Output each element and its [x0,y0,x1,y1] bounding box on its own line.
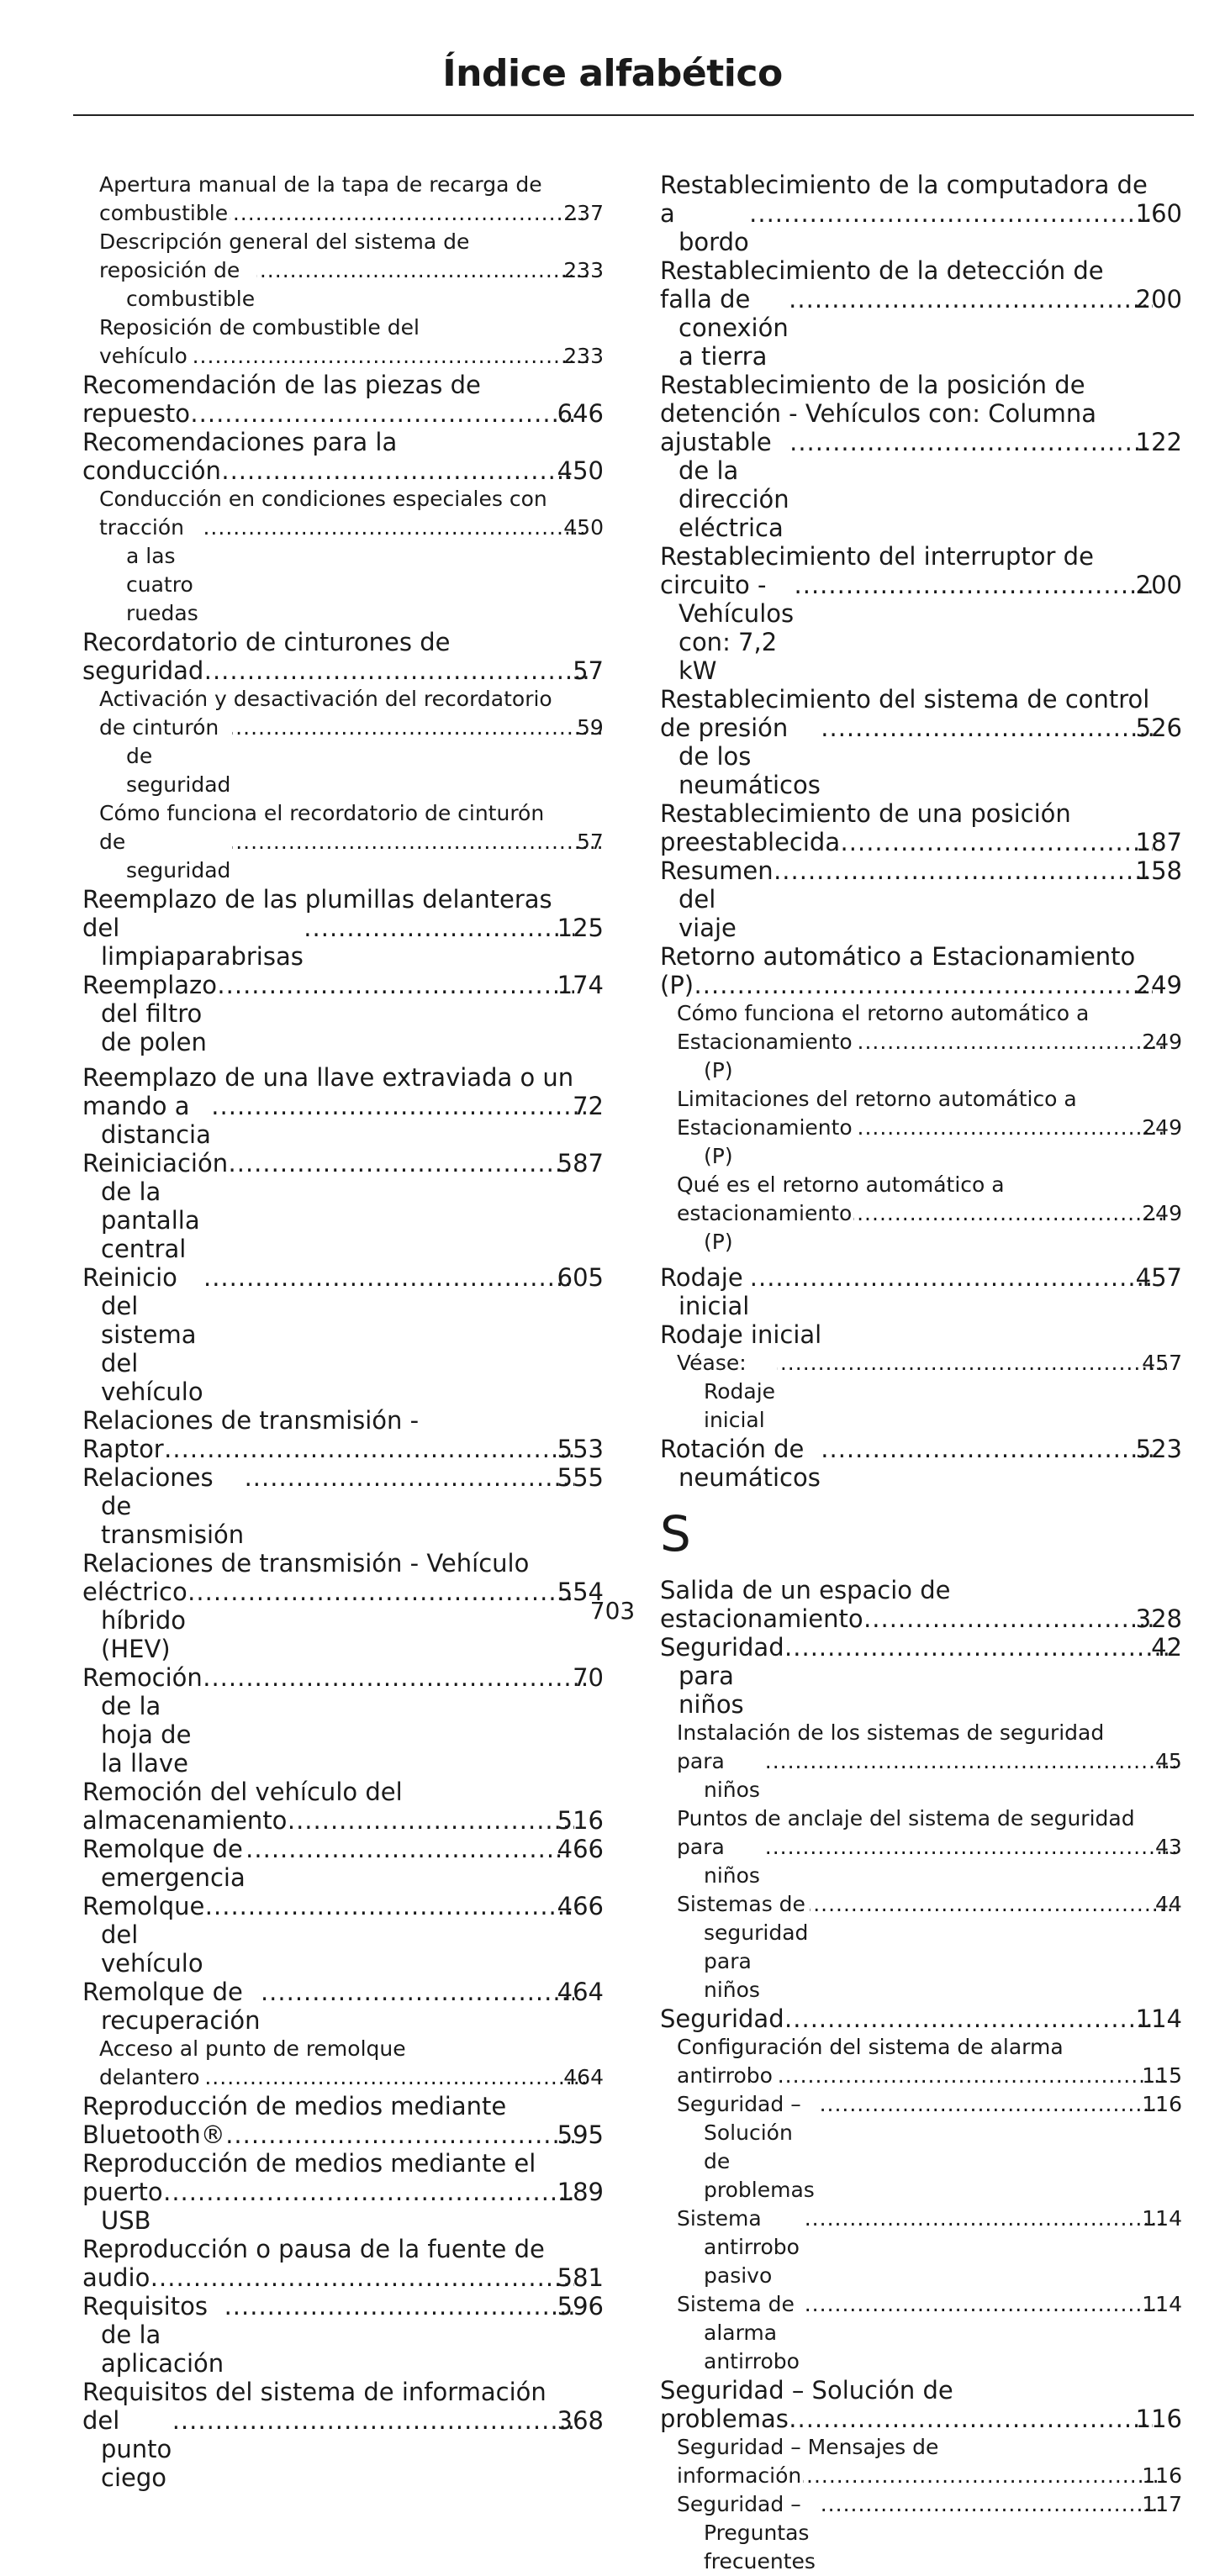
page-ref: 115 [1142,2063,1182,2088]
entry-text: Resumen del viaje [660,856,774,942]
dot-leader [762,1747,1180,1776]
index-entry [660,1633,1182,1719]
entry-text: Seguridad [660,2004,784,2033]
dot-leader [262,1978,574,2006]
title-divider [73,114,1194,116]
index-subentry: Sistemas de seguridad para niños ..... 44 [660,1890,1182,2004]
entry-text: Relaciones de transmisión - Vehículo [82,1549,530,1578]
entry-text: Seguridad para niños [660,1633,784,1719]
page-ref: 581 [557,2263,604,2292]
entry-text: Remolque de emergencia [82,1835,246,1892]
page-ref: 116 [1135,2405,1182,2433]
page-ref: 605 [557,1263,604,1292]
index-subentry [660,2490,1182,2576]
page-ref: 114 [1142,2206,1182,2231]
index-entry [82,2092,604,2149]
index-entry [660,799,1182,856]
index-entry [660,171,1182,256]
dot-leader [256,256,589,285]
entry-text: delantero [99,2065,200,2089]
page-ref: 464 [563,2065,604,2089]
page-ref: 116 [1142,2092,1182,2116]
dot-leader [777,1349,1167,1378]
dot-leader [822,1435,1153,1463]
entry-text: Requisitos del sistema de información [82,2378,546,2406]
entry-text: Qué es el retorno automático a [677,1172,1005,1197]
index-entry [82,428,604,485]
entry-text: Restablecimiento del interruptor de [660,542,1094,571]
entry-text: Raptor [82,1435,164,1463]
index-subentry [660,2033,1182,2090]
dot-leader [232,714,602,742]
page-ref: 516 [557,1806,604,1835]
index-subentry [660,2090,1182,2205]
index-entry [82,1463,604,1549]
entry-text: Puntos de anclaje del sistema de seguridad [677,1806,1135,1831]
dot-leader [173,2406,573,2435]
spacer [660,1256,1182,1263]
dot-leader [205,656,589,685]
entry-text: audio [82,2263,150,2292]
dot-leader [189,342,589,371]
page-title: Índice alfabético [442,52,783,95]
index-entry [82,628,604,685]
dot-leader [695,971,1153,999]
index-subentry [660,1085,1182,1171]
page-ref: 72 [573,1092,604,1120]
entry-text: Véase: Rodaje inicial [677,1351,776,1432]
index-subentry [660,1171,1182,1256]
entry-text: para niños [677,1749,760,1802]
page-ref: 116 [1142,2463,1182,2488]
entry-text: detención - Vehículos con: Columna [660,399,1097,428]
dot-leader [227,2120,574,2149]
page-ref: 457 [1135,1263,1182,1292]
page-ref: 249 [1142,1030,1182,1054]
page-ref: 42 [1151,1633,1182,1662]
dot-leader [288,1806,573,1835]
page-ref: 553 [557,1435,604,1463]
entry-text: repuesto [82,399,190,428]
page-ref: 70 [573,1663,604,1692]
page-ref: 368 [557,2406,604,2435]
page-ref: 189 [557,2178,604,2206]
index-subentry [82,485,604,628]
page-ref: 328 [1135,1604,1182,1633]
index-entry [660,685,1182,799]
page-ref: 233 [563,258,604,282]
entry-text: estacionamiento [660,1604,863,1633]
entry-text: Limitaciones del retorno automático a [677,1087,1077,1111]
entry-text: Restablecimiento del sistema de control [660,685,1150,714]
page-ref: 596 [557,2292,604,2321]
entry-text: Rodaje inicial [660,1263,750,1320]
page-ref: 523 [1135,1435,1182,1463]
dot-leader [854,1028,1168,1056]
entry-text: reposición de combustible [99,258,256,311]
index-subentry [82,228,604,313]
index-subentry [660,2290,1182,2376]
page-ref: 555 [557,1463,604,1492]
entry-text: del punto ciego [82,2406,172,2492]
index-entry [82,971,604,1056]
entry-text: Acceso al punto de remolque [99,2036,406,2061]
entry-text: mando a distancia [82,1092,211,1149]
dot-leader [790,2405,1153,2433]
index-entry [660,256,1182,371]
dot-leader [213,1092,589,1120]
index-entry [660,856,1182,942]
entry-text: Seguridad – Solución de problemas [677,2092,815,2202]
entry-text: Estacionamiento (P) [677,1030,853,1083]
page-ref: 158 [1135,856,1182,885]
entry-text: conducción [82,456,221,485]
entry-text: Remolque del vehículo [82,1892,205,1978]
entry-text: Reiniciación de la pantalla central [82,1149,229,1263]
entry-text: información [677,2463,802,2488]
entry-text: Restablecimiento de la detección de [660,256,1104,285]
entry-text: a bordo [660,199,749,256]
index-subentry [82,2035,604,2092]
entry-text: Requisitos de la aplicación [82,2292,224,2378]
entry-text: vehículo [99,344,187,368]
entry-text: Rodaje inicial [660,1320,822,1349]
page-ref: 249 [1135,971,1182,999]
index-entry [82,1149,604,1263]
entry-text: Reemplazo de una llave extraviada o un [82,1063,574,1092]
dot-leader [795,571,1153,599]
entry-text: ajustable de la dirección eléctrica [660,428,789,542]
page-ref: 187 [1135,828,1182,856]
entry-text: Recordatorio de cinturones de [82,628,451,656]
dot-leader [223,456,574,485]
index-entry [660,1435,1182,1492]
index-entry [82,1406,604,1463]
page-ref: 114 [1135,2004,1182,2033]
dot-leader [232,828,602,856]
entry-text: Remoción de la hoja de la llave [82,1663,203,1778]
page-ref: 450 [563,515,604,540]
dot-leader [817,2490,1167,2519]
dot-leader [786,1633,1168,1662]
page-ref: 174 [557,971,604,999]
index-entry [660,1263,1182,1320]
index-entry [82,1263,604,1406]
entry-text: Seguridad – Mensajes de [677,2435,939,2459]
dot-leader [791,428,1153,456]
dot-leader [854,1114,1168,1142]
page-ref: 122 [1135,428,1182,456]
entry-text: Remoción del vehículo del [82,1778,403,1806]
entry-text: Cómo funciona el retorno automático a [677,1001,1090,1025]
entry-text: Restablecimiento de una posición [660,799,1071,828]
page-ref: 57 [573,656,604,685]
section-letter: S [660,1505,691,1562]
index-subentry [660,1349,1182,1435]
dot-leader [192,399,574,428]
dot-leader [822,714,1153,742]
dot-leader [200,514,589,542]
entry-text: Reposición de combustible del [99,315,420,340]
page-ref: 200 [1135,571,1182,599]
entry-text: Descripción general del sistema de [99,229,470,254]
index-column-right [660,171,1182,2576]
dot-leader [225,2292,574,2321]
entry-text: Reproducción de medios mediante [82,2092,507,2120]
dot-leader [751,199,1153,228]
dot-leader [230,1149,574,1177]
index-column-left [82,171,604,2492]
entry-text: combustible [99,201,229,225]
entry-text: Restablecimiento de la posición de [660,371,1085,399]
index-entry [82,2378,604,2492]
entry-text: Conducción en condiciones especiales con [99,487,547,511]
dot-leader [230,199,589,228]
dot-leader [305,914,574,942]
dot-leader [842,828,1153,856]
entry-text: falla de conexión a tierra [660,285,789,371]
entry-text: Reemplazo de las plumillas delanteras [82,885,552,914]
page-ref: 526 [1135,714,1182,742]
index-subentry [660,2433,1182,2490]
index-entry [660,542,1182,685]
entry-text: (P) [660,971,694,999]
page-number: 703 [589,1597,636,1625]
page-ref: 249 [1142,1201,1182,1225]
index-subentry [82,171,604,228]
dot-leader [774,2062,1167,2090]
index-entry [82,1835,604,1892]
dot-leader [801,2205,1167,2233]
entry-text: para niños [677,1835,760,1888]
dot-leader [165,2178,574,2206]
index-entry [660,2376,1182,2433]
entry-text: Reinicio del sistema del vehículo [82,1263,203,1406]
entry-text: antirrobo [677,2063,773,2088]
index-entry [660,371,1182,542]
entry-text: almacenamiento [82,1806,288,1835]
entry-text: Relaciones de transmisión - [82,1406,420,1435]
entry-text: Apertura manual de la tapa de recarga de [99,172,542,197]
index-entry [82,371,604,428]
entry-text: Cómo funciona el recordatorio de cinturón [99,801,545,825]
entry-text: Sistema de alarma antirrobo [677,2292,800,2373]
entry-text: Rotación de neumáticos [660,1435,821,1492]
index-entry [660,1320,1182,1349]
page-ref: 160 [1135,199,1182,228]
entry-text: Reemplazo del filtro de polen [82,971,217,1056]
page-ref: 595 [557,2120,604,2149]
index-entry [660,942,1182,999]
index-entry [82,1778,604,1835]
page-ref: 237 [563,201,604,225]
entry-text: Estacionamiento (P) [677,1115,853,1168]
dot-leader [246,1463,573,1492]
index-entry [82,2149,604,2235]
entry-text: de cinturón de seguridad [99,715,231,797]
page-ref: 114 [1142,2292,1182,2316]
page-ref: 464 [557,1978,604,2006]
dot-leader [219,971,574,999]
index-subentry: Activación y desactivación del recordatorio de cinturón de seguridad ..... 59 [82,685,604,799]
index-entry [82,2235,604,2292]
entry-text: de presión de los neumáticos [660,714,821,799]
dot-leader [751,1263,1152,1292]
dot-leader [810,1890,1180,1919]
entry-text: Instalación de los sistemas de seguridad [677,1720,1105,1745]
spacer [82,1056,604,1063]
entry-text: problemas [660,2405,789,2433]
entry-text: estacionamiento (P) [677,1201,853,1254]
dot-leader [205,1263,574,1292]
entry-text: seguridad [82,656,204,685]
index-subentry: Puntos de anclaje del sistema de seguridad para niños ..... 43 [660,1804,1182,1890]
page-ref: 450 [557,456,604,485]
page-ref: 554 [557,1578,604,1606]
entry-text: puerto USB [82,2178,163,2235]
entry-text: Seguridad – Preguntas frecuentes [677,2492,816,2573]
entry-text: tracción a las cuatro ruedas [99,515,198,625]
page-ref: 587 [557,1149,604,1177]
dot-leader [801,2290,1167,2319]
entry-text: Activación y desactivación del recordatorio [99,687,552,711]
dot-leader [247,1835,574,1863]
entry-text: Reproducción o pausa de la fuente de [82,2235,545,2263]
index-entry [82,885,604,971]
dot-leader [151,2263,573,2292]
entry-text: de seguridad [99,830,231,882]
dot-leader [166,1435,574,1463]
entry-text: del limpiaparabrisas [82,914,304,971]
entry-text: Seguridad – Solución de [660,2376,953,2405]
dot-leader [775,856,1153,885]
dot-leader [816,2090,1168,2119]
dot-leader [206,1892,573,1920]
entry-text: Restablecimiento de la computadora de [660,171,1148,199]
index-subentry: Instalación de los sistemas de seguridad para niños ..... 45 [660,1719,1182,1804]
entry-text: Sistema antirrobo pasivo [677,2206,800,2288]
entry-text: Salida de un espacio de [660,1576,951,1604]
entry-text: Retorno automático a Estacionamiento [660,942,1136,971]
entry-text: Configuración del sistema de alarma [677,2035,1064,2059]
page-ref: 125 [557,914,604,942]
entry-text: Sistemas de seguridad para niños [677,1892,809,2002]
index-entry [82,1663,604,1778]
page-ref: 466 [557,1835,604,1863]
page-ref: 249 [1142,1115,1182,1140]
page-ref: 457 [1142,1351,1182,1375]
dot-leader [204,1663,589,1692]
page-ref: 233 [563,344,604,368]
index-subentry [660,2205,1182,2290]
page-ref: 200 [1135,285,1182,313]
dot-leader [202,2063,589,2092]
dot-leader [786,2004,1153,2033]
index-entry [82,2292,604,2378]
entry-text: circuito - Vehículos con: 7,2 kW [660,571,795,685]
entry-text: Relaciones de transmisión [82,1463,245,1549]
index-entry [82,1978,604,2035]
index-subentry [660,999,1182,1085]
dot-leader [803,2462,1167,2490]
entry-text: Bluetooth® [82,2120,225,2149]
entry-text: eléctrico híbrido (HEV) [82,1578,187,1663]
index-entry [82,1892,604,1978]
index-entry [82,1063,604,1149]
page-ref: 466 [557,1892,604,1920]
dot-leader [853,1199,1167,1228]
index-subentry [82,313,604,371]
entry-text: Reproducción de medios mediante el [82,2149,536,2178]
entry-text: Remolque de recuperación [82,1978,261,2035]
entry-text: Recomendación de las piezas de [82,371,481,399]
dot-leader [762,1833,1180,1862]
index-entry [660,2004,1182,2033]
entry-text: preestablecida [660,828,841,856]
entry-text: Recomendaciones para la [82,428,398,456]
page-ref: 117 [1142,2492,1182,2516]
dot-leader [790,285,1153,313]
page-ref: 646 [557,399,604,428]
index-subentry: Cómo funciona el recordatorio de cinturón de seguridad ..... 57 [82,799,604,885]
